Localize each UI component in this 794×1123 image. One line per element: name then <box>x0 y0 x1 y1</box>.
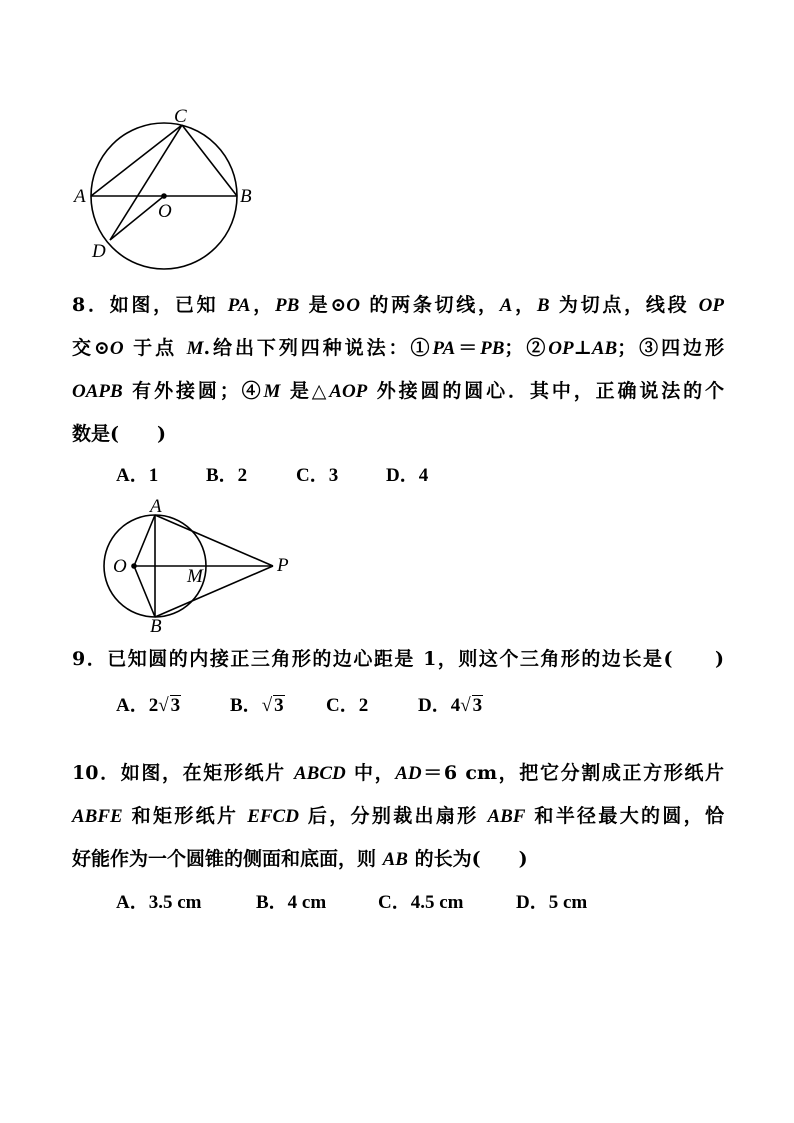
q8-text: 有外接圆；④ <box>122 380 264 402</box>
q8-var: O <box>346 295 361 316</box>
q8-var: O <box>109 338 124 359</box>
sqrt-symbol: √ 3 <box>158 695 181 716</box>
label-c: C <box>174 106 187 127</box>
center-dot <box>161 193 167 199</box>
q10-text: ＝6 cm，把它分割成正方形纸片 <box>421 762 724 784</box>
q8-line-2 <box>72 327 724 370</box>
q10-text: 后，分别裁出扇形 <box>298 805 488 827</box>
tangent-figure-2 <box>105 498 305 638</box>
q9-line-1 <box>72 638 724 681</box>
q10-var: EFCD <box>247 806 299 827</box>
q10-var: AD <box>395 763 422 784</box>
circle-figure-1 <box>70 100 270 280</box>
q8-text: 为切点，线段 <box>549 294 699 316</box>
q10-var: AB <box>382 849 408 870</box>
chord-bc <box>182 125 237 196</box>
q8-text: 的两条切线， <box>360 294 500 316</box>
q8-option-c[interactable]: C．3 <box>296 465 339 486</box>
q10-text: 和半径最大的圆，恰 <box>525 805 724 827</box>
q10-text: 如图，在矩形纸片 <box>120 762 294 784</box>
q8-text: 如图，已知 <box>109 294 228 316</box>
q8-text: 交⊙ <box>72 337 110 359</box>
q8-var: OP <box>698 295 724 316</box>
q8-text: 是⊙ <box>299 294 347 316</box>
q10-option-b[interactable]: B．4 cm <box>256 892 327 913</box>
q8-text: ＝ <box>455 337 481 359</box>
label-o: O <box>158 201 172 222</box>
chord-cd <box>110 125 182 240</box>
label-b: B <box>150 616 162 637</box>
q8-text: ⊥ <box>573 337 592 359</box>
q9-option-b-label: B． <box>230 695 262 716</box>
q8-option-b[interactable]: B．2 <box>206 465 248 486</box>
q10-text: 好能作为一个圆锥的侧面和底面，则 <box>72 848 383 870</box>
q8-line-1 <box>72 284 724 327</box>
q8-option-a[interactable]: A．1 <box>116 465 159 486</box>
q9-option-b-radicand: 3 <box>274 695 284 716</box>
q9-option-b[interactable] <box>230 690 326 717</box>
q10-var: ABF <box>487 806 526 827</box>
q10-line-2 <box>72 795 724 838</box>
sqrt-symbol: √ 3 <box>460 695 483 716</box>
q10-option-a[interactable]: A．3.5 cm <box>116 892 202 913</box>
q10-var: ABFE <box>72 806 123 827</box>
q9-option-d-radicand: 3 <box>472 695 483 716</box>
q9-option-a[interactable] <box>116 690 230 717</box>
q8-var: OAPB <box>72 381 123 402</box>
segment-oa <box>134 515 155 566</box>
q8-var: PA <box>227 295 251 316</box>
label-a: A <box>150 496 162 517</box>
q8-var: PB <box>480 338 505 359</box>
q8-var: PA <box>432 338 456 359</box>
q9-option-c[interactable]: C．2 <box>326 695 369 716</box>
q9-option-a-label: A． <box>116 695 149 716</box>
label-p: P <box>277 555 289 576</box>
label-a: A <box>74 186 86 207</box>
q10-text: 中， <box>345 762 396 784</box>
label-o: O <box>113 556 127 577</box>
q8-text: ；③四边形 <box>617 337 724 359</box>
q9-text: 已知圆的内接正三角形的边心距是 1，则这个三角形的边长是( ) <box>107 648 724 670</box>
q8-text: 外接圆的圆心．其中，正确说法的个 <box>367 380 724 402</box>
q8-var: M <box>263 381 281 402</box>
q10-option-d[interactable]: D．5 cm <box>516 892 588 913</box>
q9-option-d[interactable] <box>418 690 483 717</box>
q8-line-3 <box>72 370 724 413</box>
q10-line-1 <box>72 752 724 795</box>
q9-option-d-label: D． <box>418 695 451 716</box>
tangent-pb <box>155 566 273 617</box>
label-b: B <box>240 186 252 207</box>
q8-line-4: 数是( ) <box>72 423 166 445</box>
question-8 <box>72 284 724 456</box>
q8-options <box>116 460 428 487</box>
label-m: M <box>187 566 203 587</box>
q8-text: 于点 <box>123 337 187 359</box>
q10-text: 和矩形纸片 <box>122 805 248 827</box>
q8-var: AOP <box>329 381 368 402</box>
q8-var: OP <box>548 338 574 359</box>
q9-options <box>116 690 483 717</box>
q8-text: ， <box>250 294 276 316</box>
q9-option-a-coef: 2 <box>148 695 159 716</box>
tangent-pa <box>155 515 273 566</box>
q8-var: AB <box>591 338 618 359</box>
q8-text: 是△ <box>280 380 330 402</box>
question-9 <box>72 638 724 681</box>
q8-text: .给出下列四种说法：① <box>203 337 433 359</box>
sqrt-symbol: √ 3 <box>261 695 284 716</box>
q8-number: 8． <box>72 294 110 316</box>
segment-do <box>110 196 164 240</box>
q8-var: B <box>536 295 550 316</box>
q8-text: ， <box>512 294 537 316</box>
center-dot <box>131 563 137 569</box>
q10-option-c[interactable]: C．4.5 cm <box>378 892 464 913</box>
q9-option-a-radicand: 3 <box>170 695 181 716</box>
q10-var: ABCD <box>293 763 346 784</box>
q8-var: PB <box>275 295 300 316</box>
q8-option-d[interactable]: D．4 <box>386 465 429 486</box>
q10-number: 10． <box>72 762 121 784</box>
chord-ac <box>91 125 182 196</box>
q8-var: M <box>186 338 204 359</box>
q8-var: A <box>499 295 513 316</box>
segment-ob <box>134 566 155 617</box>
q8-text: ；② <box>504 337 549 359</box>
q10-line-3 <box>72 838 724 881</box>
question-10 <box>72 752 724 881</box>
q9-option-d-coef: 4 <box>450 695 461 716</box>
q9-number: 9． <box>72 648 108 670</box>
q10-text: 的长为( ) <box>407 848 528 870</box>
label-d: D <box>92 241 106 262</box>
q10-options <box>116 887 587 914</box>
